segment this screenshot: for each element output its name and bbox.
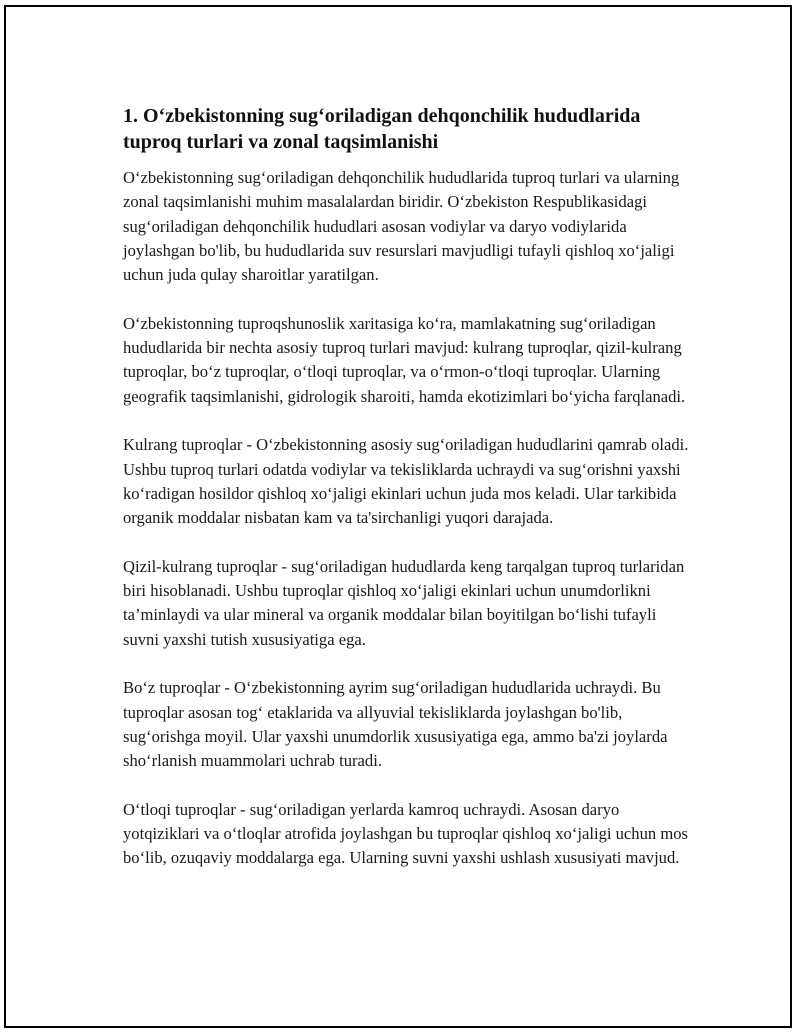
paragraph-gray-soils: Kulrang tuproqlar - O‘zbekistonning asosiy sug‘oriladigan hududlarini qamrab oladi. Ushbu tuproq turlari odatda vodiylar va tekisliklarda uchraydi va sug‘orishni yaxshi ko‘radigan hosildor qishloq xo‘jaligi ekinlari uchun juda mos keladi. Ular tarkibida organik moddalar nisbatan kam va ta'sirchanligi yuqori darajada. [123,435,689,528]
document-content [123,103,693,895]
document-title: 1. O‘zbekistonning sug‘oriladigan dehqonchilik hududlarida tuproq turlari va zonal taqsimlanishi [123,105,641,153]
paragraph-soil-types: O‘zbekistonning tuproqshunoslik xaritasiga ko‘ra, mamlakatning sug‘oriladigan hududlarida bir nechta asosiy tuproq turlari mavjud: kulrang tuproqlar, qizil-kulrang tuproqlar, bo‘z tuproqlar, o‘tloqi tuproqlar, va o‘rmon-o‘tloqi tuproqlar. Ularning geografik taqsimlanishi, gidrologik sharoiti, hamda ekotizimlari bo‘yicha farqlanadi. [123,313,686,406]
paragraph-meadow-soils: O‘tloqi tuproqlar - sug‘oriladigan yerlarda kamroq uchraydi. Asosan daryo yotqiziklari va o‘tloqlar atrofida joylashgan bu tuproqlar qishloq xo‘jaligi uchun mos bo‘lib, ozuqaviy moddalarga ega. Ularning suvni yaxshi ushlash xususiyati mavjud. [123,799,688,868]
paragraph-red-gray-soils: Qizil-kulrang tuproqlar - sug‘oriladigan hududlarda keng tarqalgan tuproq turlaridan biri hisoblanadi. Ushbu tuproqlar qishloq xo‘jaligi ekinlari uchun unumdorlikni ta’minlaydi va ular mineral va organik moddalar bilan boyitilgan bo‘lishi tufayli suvni yaxshi tutish xususiyatiga ega. [123,556,685,649]
paragraph-serozem-soils: Bo‘z tuproqlar - O‘zbekistonning ayrim sug‘oriladigan hududlarida uchraydi. Bu tuproqlar asosan tog‘ etaklarida va allyuvial tekisliklarda joylashgan bo'lib, sug‘orishga moyil. Ular yaxshi unumdorlik xususiyatiga ega, ammo ba'zi joylarda sho‘rlanish muammolari uchrab turadi. [123,678,668,771]
page-frame [4,5,792,1028]
paragraph-intro: O‘zbekistonning sug‘oriladigan dehqonchilik hududlarida tuproq turlari va ularning zonal taqsimlanishi muhim masalalardan biridir. O‘zbekiston Respublikasidagi sug‘oriladigan dehqonchilik hududlari asosan vodiylar va daryo vodiylarida joylashgan bo'lib, bu hududlarida suv resurslari mavjudligi tufayli qishloq xo‘jaligi uchun juda qulay sharoitlar yaratilgan. [123,168,680,285]
